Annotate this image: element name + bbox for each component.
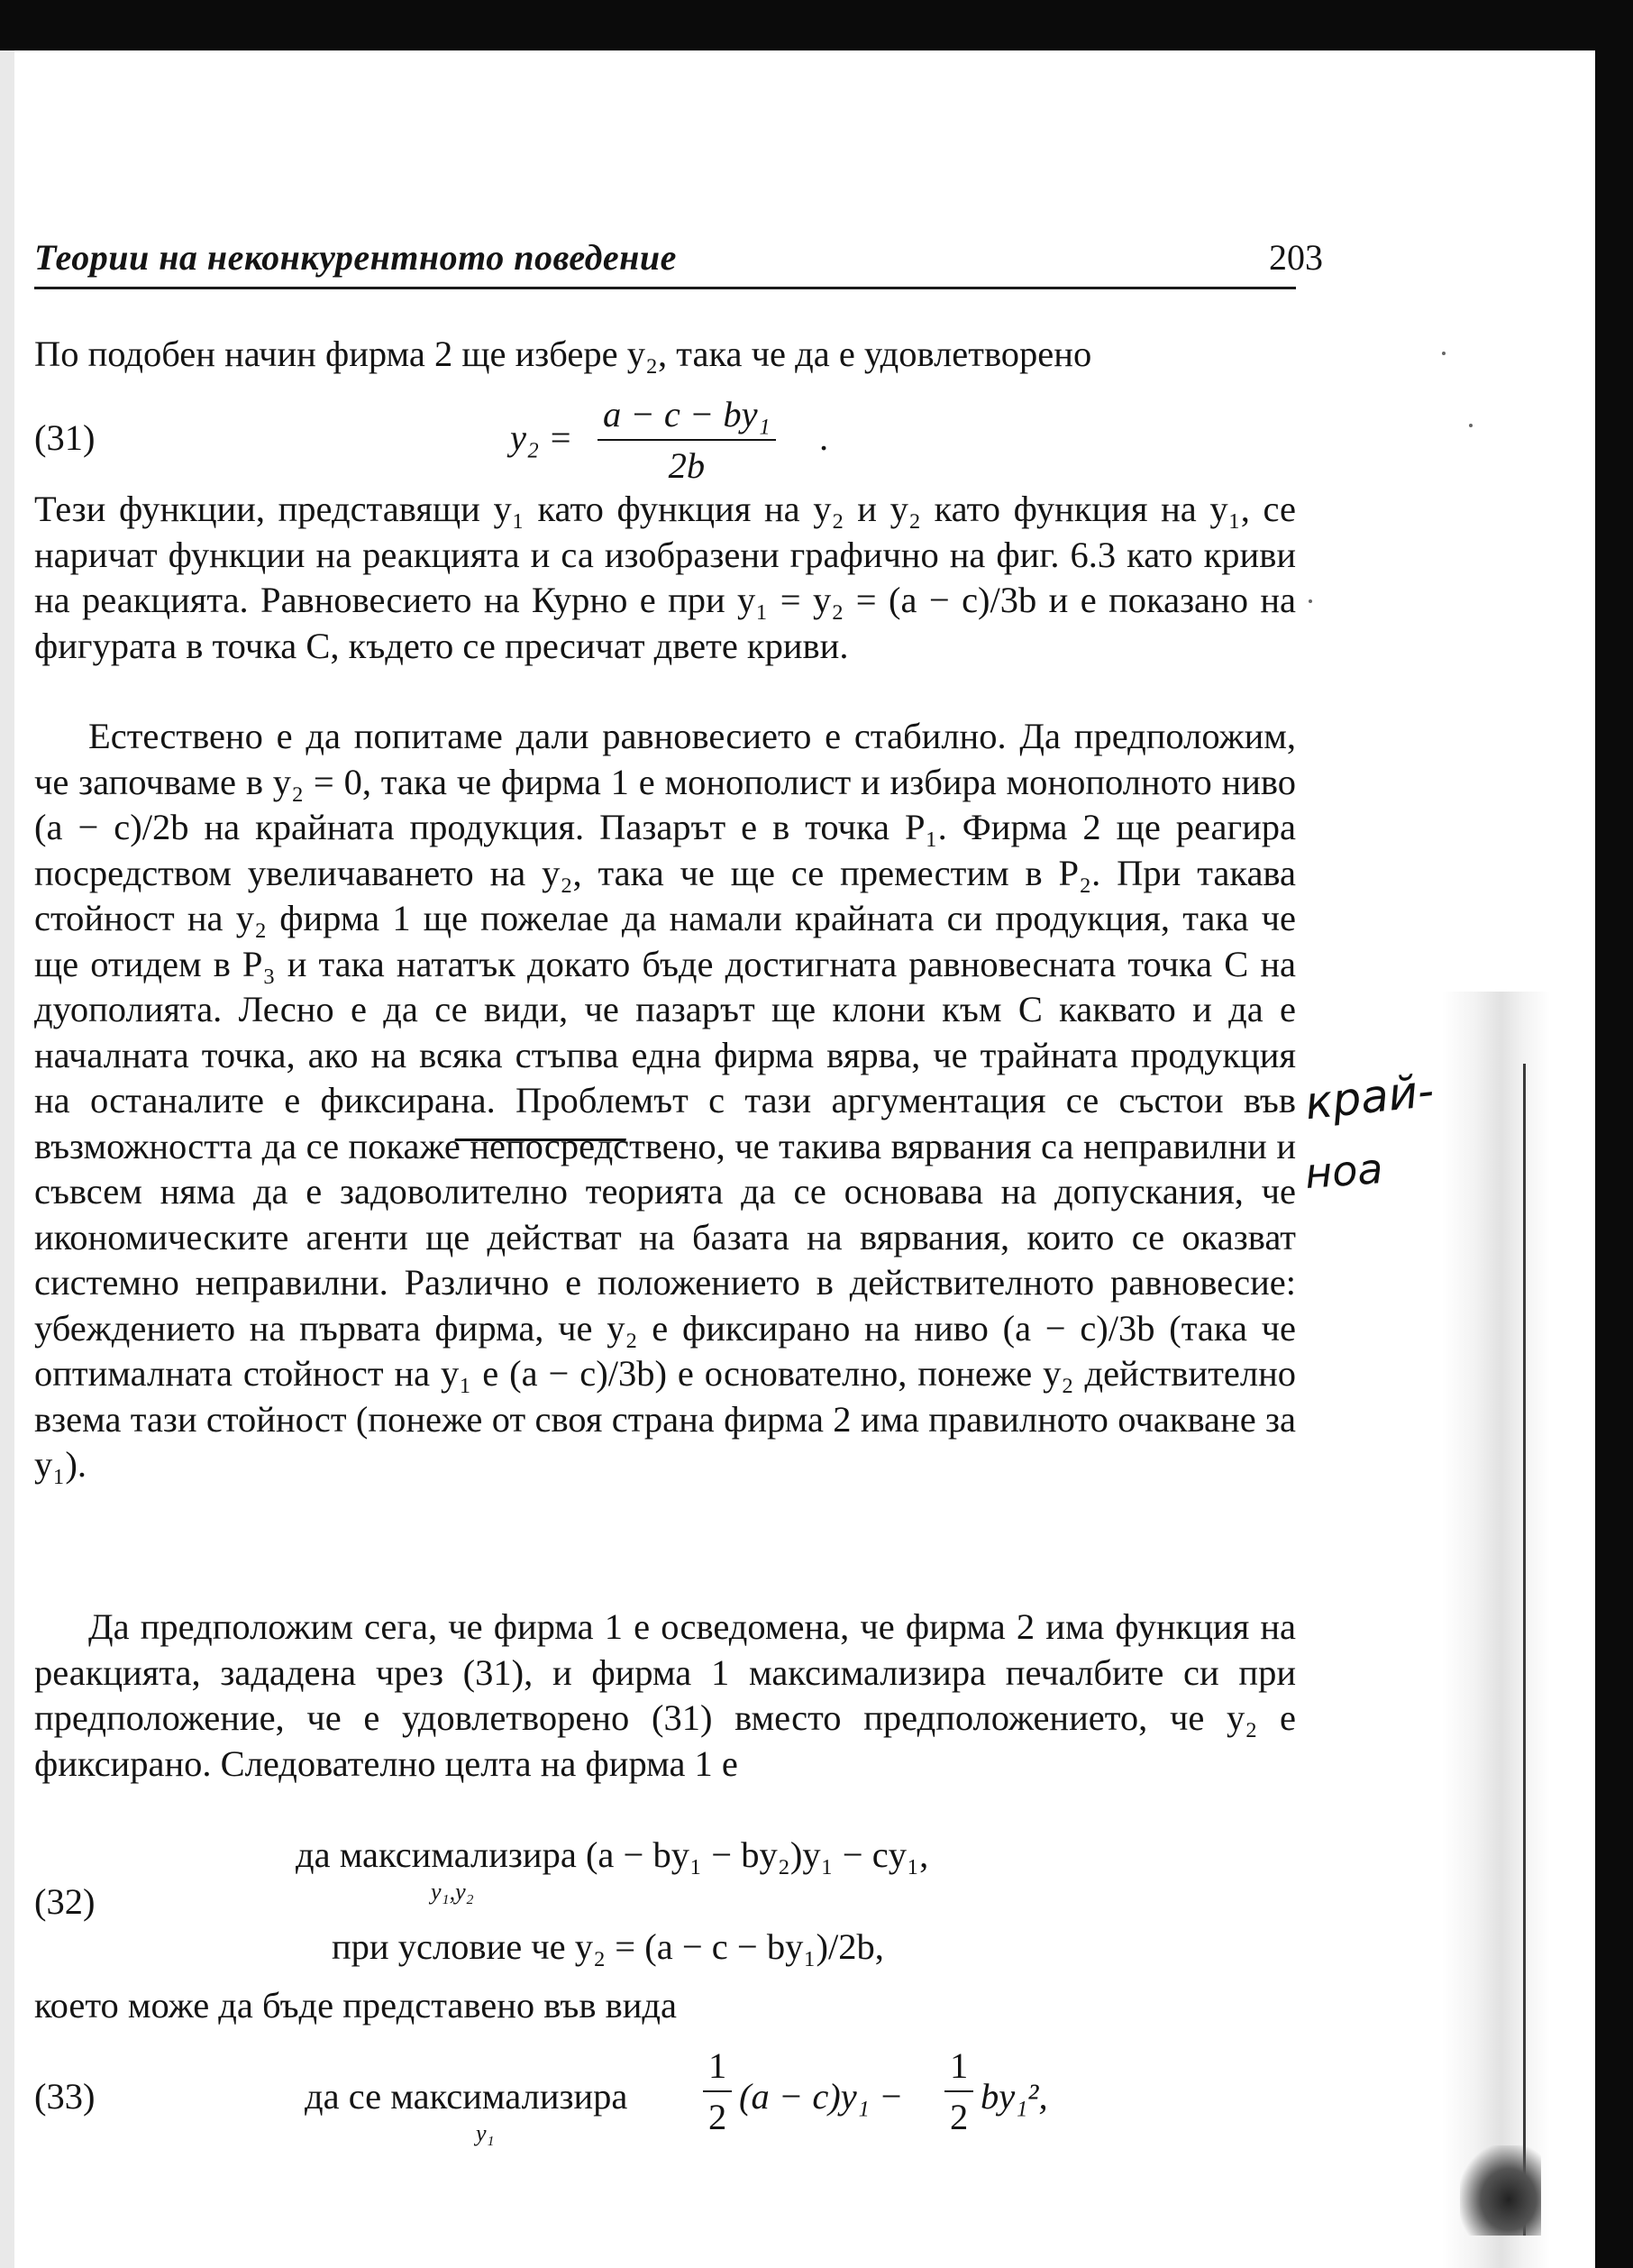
fraction-numerator: 1 <box>703 2044 732 2092</box>
equation-lhs: y₂ = <box>510 417 573 458</box>
paragraph-3 <box>34 714 1296 1488</box>
fraction-numerator: a − c − by₁ <box>598 393 776 441</box>
equation-number: (33) <box>34 2076 96 2117</box>
equation-32 <box>34 1830 1296 1965</box>
page-number: 203 <box>1269 237 1323 278</box>
fraction-denominator: 2 <box>708 2097 727 2137</box>
half-fraction-2 <box>944 2044 973 2138</box>
equation-line-2: при условие че y₂ = (a − c − by₁)/2b, <box>332 1926 884 1967</box>
equation-line-1: да максимализира (a − by₁ − by₂)y₁ − cy₁, <box>296 1834 929 1875</box>
equation-subscript: y₁ <box>476 2120 495 2146</box>
equation-33 <box>34 2037 1296 2145</box>
paragraph-2 <box>34 487 1296 669</box>
page-header <box>34 236 1323 290</box>
equation-fraction <box>598 393 776 487</box>
binding-gutter-shadow <box>1442 992 1550 2268</box>
equation-subscript: y₁,y₂ <box>431 1879 474 1905</box>
half-fraction-1 <box>703 2044 732 2138</box>
paragraph-text: Да предположим сега, че фирма 1 е осведомена, че фирма 2 има функция на реакцията, зададена чрез (31), и фирма 1 максимализира печалбите си при предположение, че е удовлетворено (31) вместо предположението, че y₂ е фиксирано. Следователно целта на фирма 1 е <box>34 1606 1296 1784</box>
scan-blot <box>1460 2145 1541 2236</box>
running-title: Теории на неконкурентното поведение <box>34 237 677 278</box>
paragraph-text: Естествено е да попитаме дали равновесието е стабилно. Да предположим, че започваме в y₂ = 0, така че фирма 1 е монополист и избира монополното ниво (a − c)/2b на крайната продукция. Пазарът е в точка P₁. Фирма 2 ще реагира посредством увеличаването на y₂, така че ще се преместим в P₂. При такава стойност на y₂ фирма 1 ще пожелае да намали крайната си продукция, така че ще отидем в P₃ и така нататък докато бъде достигната равновесната точка C на дуополията. Лесно е да се види, че пазарът ще клони към C каквато и да е началната точка, ако на всяка стъпва една фирма вярва, че трайната продукция на останалите е фиксирана. Проблемът с тази аргументация се състои във възможността да се покаже непосредствено, че такива вярвания са неправилни и съвсем няма да е задоволително теорията да се основава на допускания, че икономическите агенти ще действат на базата на вярвания, които се оказват системно неправилни. Различно е положението в действителното равновесие: убеждението на първата фирма, че y₂ е фиксирано на ниво (a − c)/3b (така че оптималната стойност на y₁ е (a − c)/3b) е основателно, понеже y₂ действително взема тази стойност (понеже от своя страна фирма 2 има правилното очакване за y₁). <box>34 716 1296 1485</box>
scan-left-edge <box>0 50 14 2268</box>
equation-end: by₁², <box>981 2076 1048 2117</box>
paragraph-text: По подобен начин фирма 2 ще избере y₂, така че да е удовлетворено <box>34 334 1092 374</box>
equation-middle: (a − c)y₁ − <box>739 2076 904 2117</box>
equation-tail: . <box>820 417 830 458</box>
fraction-denominator: 2b <box>668 445 706 486</box>
handwritten-note-1: край- <box>1302 1064 1437 1130</box>
equation-31 <box>34 394 1296 487</box>
paragraph-1 <box>34 332 1296 378</box>
paragraph-5 <box>34 1983 1296 2029</box>
scan-speck <box>1469 424 1473 427</box>
scan-top-border <box>0 0 1633 50</box>
fraction-denominator: 2 <box>950 2097 969 2137</box>
scan-right-border <box>1595 0 1633 2268</box>
handwritten-note-2: ноа <box>1303 1144 1385 1198</box>
paragraph-text: Тези функции, представящи y₁ като функция на y₂ и y₂ като функция на y₁, се наричат функции на реакцията и са изобразени графично на фиг. 6.3 като криви на реакцията. Равновесието на Курно е при y₁ = y₂ = (a − c)/3b и е показано на фигурата в точка C, където се пресичат двете криви. <box>34 489 1296 666</box>
fraction-numerator: 1 <box>944 2044 973 2092</box>
paragraph-text: което може да бъде представено във вида <box>34 1985 677 2026</box>
equation-prefix: да се максимализира <box>305 2076 628 2117</box>
binding-gutter-line <box>1523 1064 1526 2236</box>
scan-speck <box>1442 352 1446 355</box>
header-rule <box>34 287 1296 289</box>
equation-number: (32) <box>34 1881 96 1922</box>
paragraph-4 <box>34 1605 1296 1787</box>
scan-speck <box>1309 599 1312 603</box>
handwritten-underline <box>454 1135 626 1141</box>
equation-number: (31) <box>34 417 96 458</box>
